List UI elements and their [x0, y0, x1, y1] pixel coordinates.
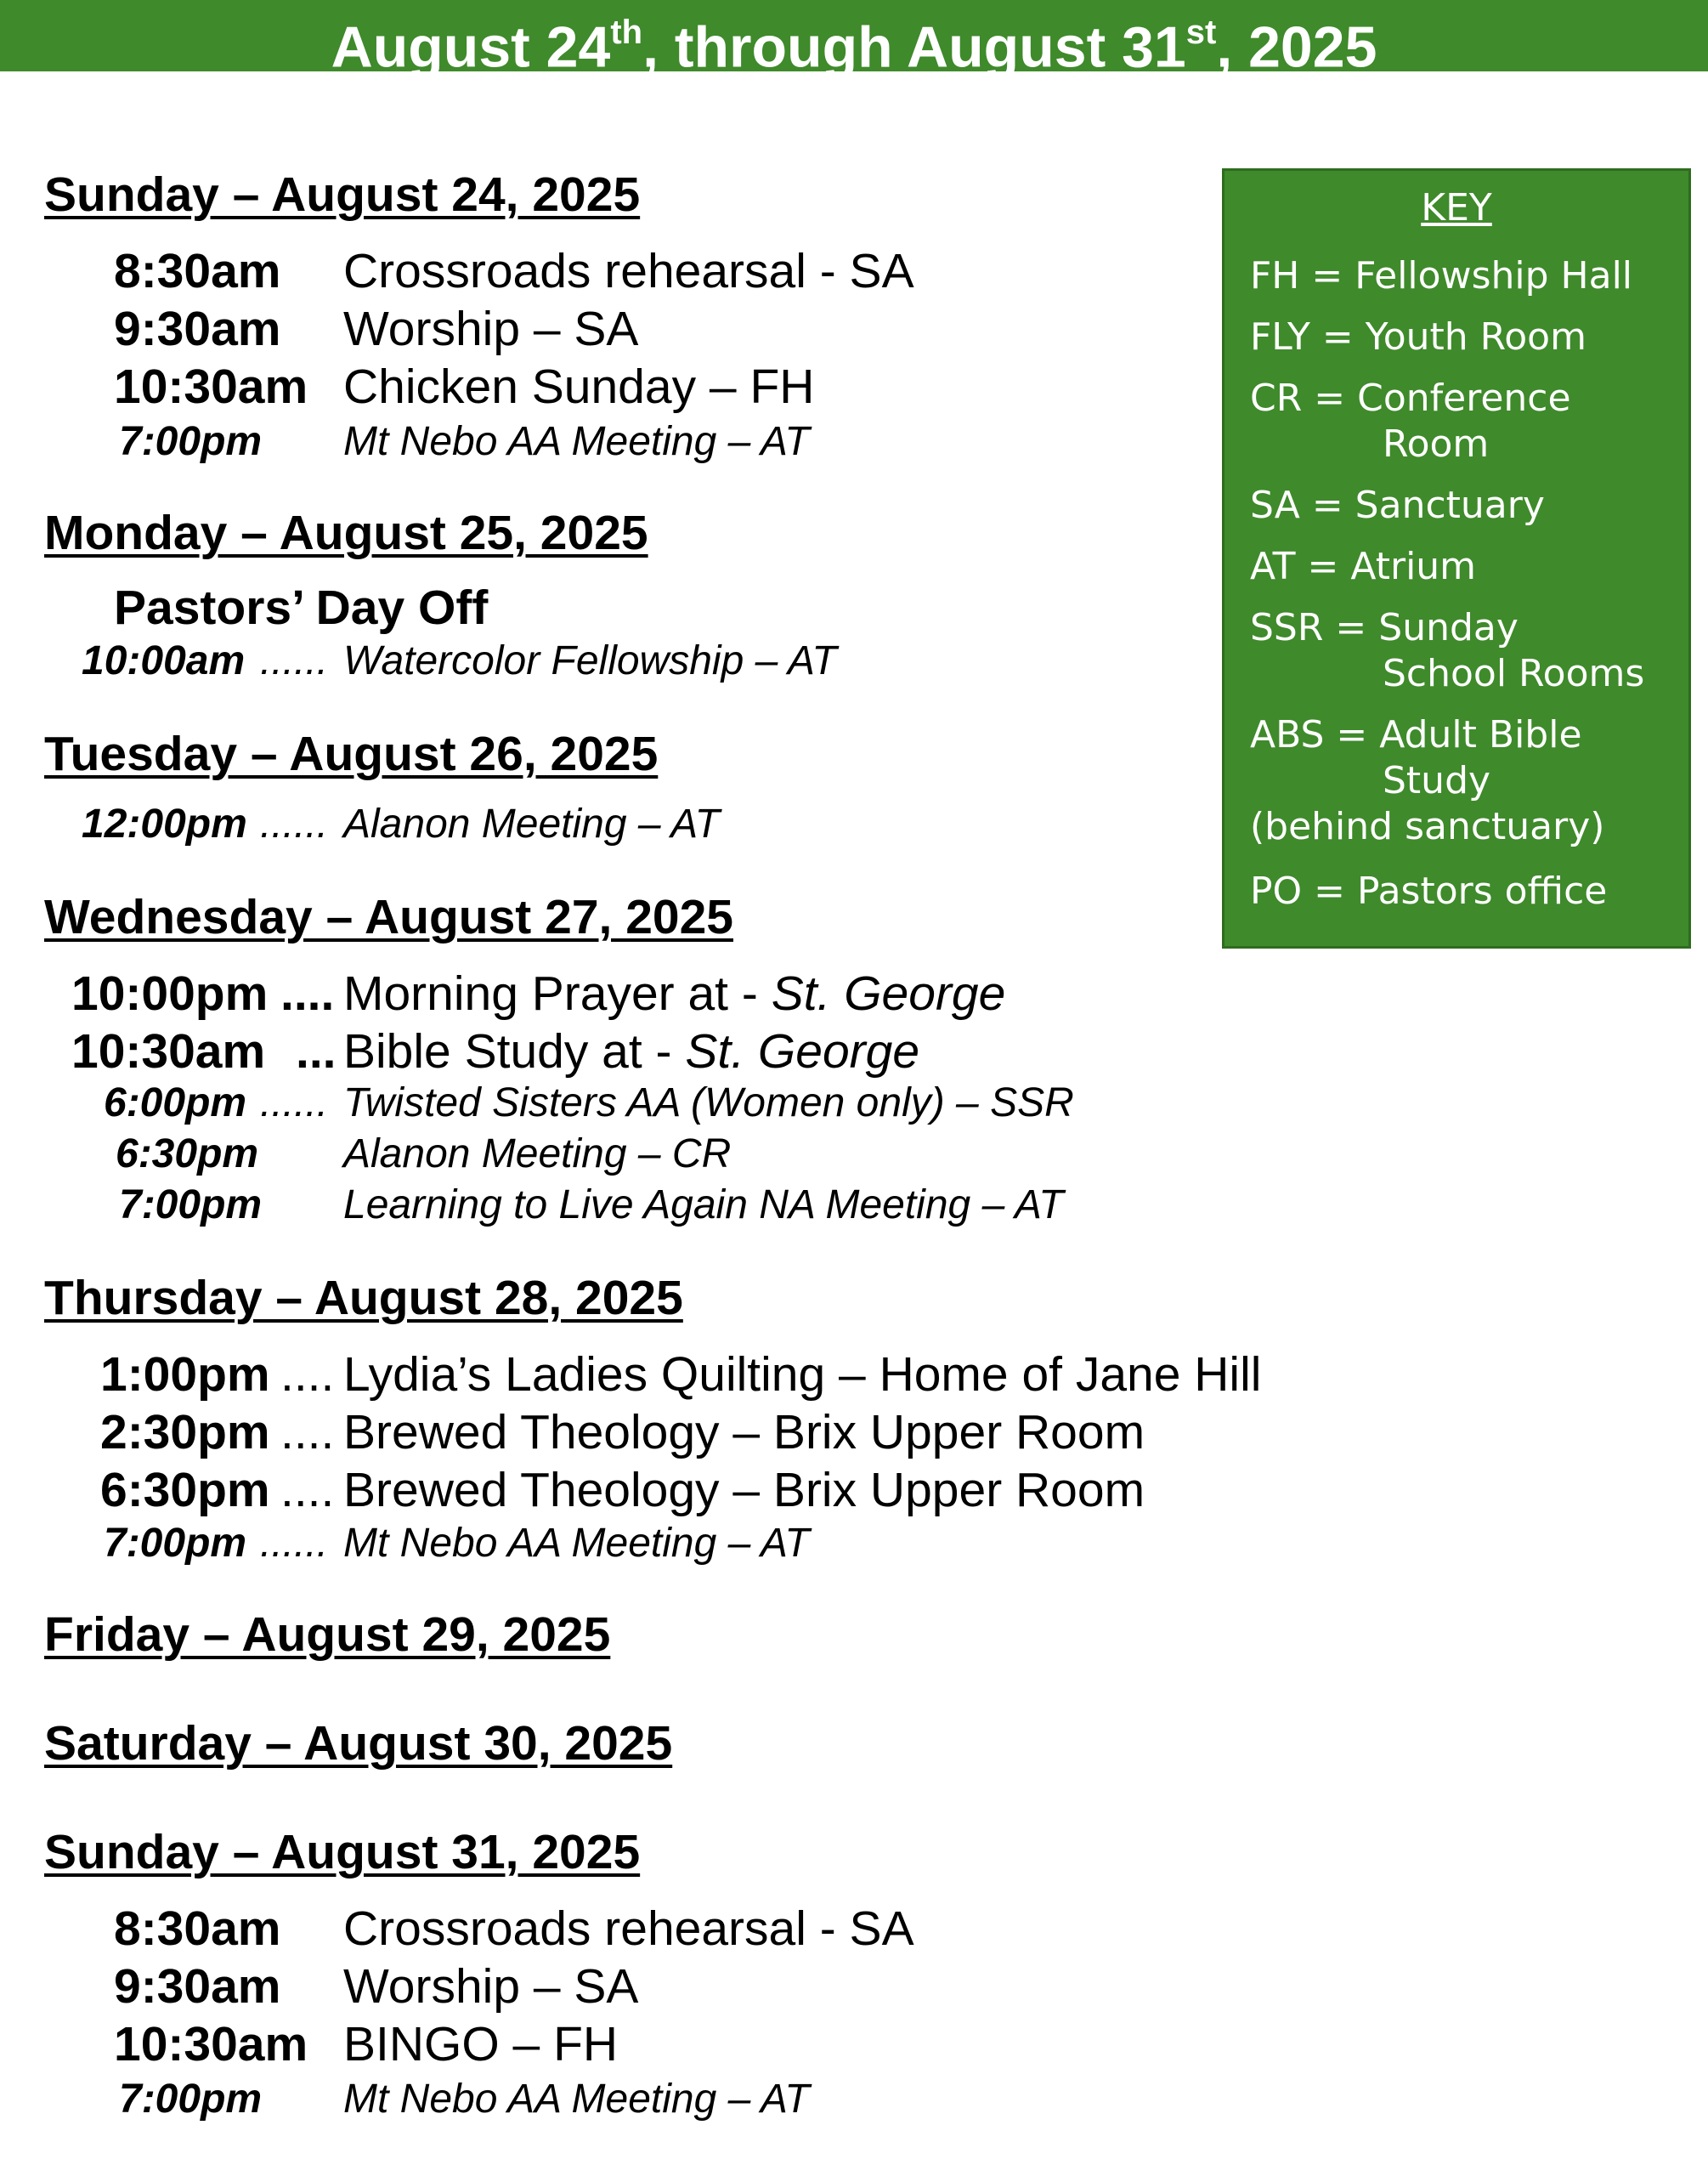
event-time: 9:30am [114, 1959, 281, 2014]
event-description: Brewed Theology – Brix Upper Room [343, 1405, 1145, 1459]
event-time: 9:30am [114, 302, 281, 356]
key-entry-continuation: Study [1383, 759, 1491, 802]
event-time: 1:00pm [100, 1347, 270, 1402]
banner-text-end: , 2025 [1216, 14, 1377, 80]
key-entry: AT = Atrium [1250, 545, 1477, 588]
banner-sup-st: st [1185, 14, 1217, 51]
event-dots: ...... [260, 802, 329, 847]
key-entry: FLY = Youth Room [1250, 315, 1586, 359]
event-dots: ...... [260, 638, 329, 683]
event-description [343, 966, 1005, 1022]
event-dots: .... [280, 1405, 335, 1459]
event-description-text: Bible Study at - [343, 1024, 686, 1079]
banner-text-middle: , through August 31 [642, 14, 1186, 80]
event-description: Alanon Meeting – CR [343, 1131, 732, 1176]
event-time: 7:00pm [104, 1521, 247, 1566]
event-time: 7:00pm [119, 419, 263, 464]
day-heading-monday-25: Monday – August 25, 2025 [44, 506, 648, 560]
event-dots: ... [296, 1024, 337, 1079]
event-description: Alanon Meeting – AT [343, 802, 720, 847]
event-description: Crossroads rehearsal - SA [343, 244, 914, 298]
event-time: 6:30pm [100, 1463, 270, 1517]
event-description: Mt Nebo AA Meeting – AT [343, 1521, 810, 1566]
event-time: 10:30am [114, 2017, 308, 2071]
event-time: 10:00pm [71, 966, 269, 1021]
key-entry: SSR = Sunday [1250, 606, 1519, 649]
page-title-banner [0, 0, 1708, 80]
event-description [343, 1023, 919, 1080]
event-description: Lydia’s Ladies Quilting – Home of Jane Hill [343, 1347, 1262, 1402]
event-description: Chicken Sunday – FH [343, 360, 815, 414]
key-entry-continuation: Room [1383, 422, 1490, 466]
event-description: Mt Nebo AA Meeting – AT [343, 419, 810, 464]
event-time: 2:30pm [100, 1405, 270, 1459]
day-heading-tuesday-26: Tuesday – August 26, 2025 [44, 727, 659, 781]
event-description: Worship – SA [343, 302, 639, 356]
event-dots: ...... [260, 1080, 329, 1125]
event-time: 7:00pm [119, 2077, 263, 2122]
key-entry: SA = Sanctuary [1250, 484, 1545, 527]
event-time: 7:00pm [119, 1182, 263, 1227]
day-heading-friday-29: Friday – August 29, 2025 [44, 1607, 611, 1662]
day-heading-sunday-31: Sunday – August 31, 2025 [44, 1825, 641, 1879]
event-description-text: Morning Prayer at - [343, 966, 772, 1021]
event-description: Brewed Theology – Brix Upper Room [343, 1463, 1145, 1517]
event-description: Learning to Live Again NA Meeting – AT [343, 1182, 1064, 1227]
event-location-italic: St. George [771, 966, 1006, 1021]
event-time: 6:00pm [104, 1080, 247, 1125]
event-description: Watercolor Fellowship – AT [343, 638, 837, 683]
key-entry: ABS = Adult Bible [1250, 713, 1582, 756]
event-time: 10:30am [71, 1024, 266, 1079]
event-dots: .... [280, 1347, 335, 1402]
banner-sup-th: th [610, 14, 643, 51]
key-title: KEY [1421, 186, 1492, 230]
event-description: Worship – SA [343, 1959, 639, 2014]
event-description: BINGO – FH [343, 2017, 619, 2071]
pastors-day-off-note: Pastors’ Day Off [114, 581, 489, 635]
key-entry: CR = Conference [1250, 377, 1571, 420]
event-time: 8:30am [114, 244, 281, 298]
key-entry: PO = Pastors office [1250, 870, 1608, 913]
key-entry: FH = Fellowship Hall [1250, 254, 1633, 298]
key-entry-continuation: (behind sanctuary) [1250, 805, 1605, 848]
event-description: Crossroads rehearsal - SA [343, 1901, 914, 1956]
event-dots: .... [280, 1463, 335, 1517]
event-time: 8:30am [114, 1901, 281, 1956]
day-heading-thursday-28: Thursday – August 28, 2025 [44, 1271, 683, 1325]
key-entry-continuation: School Rooms [1383, 652, 1645, 695]
event-description: Twisted Sisters AA (Women only) – SSR [343, 1080, 1074, 1125]
event-location-italic: St. George [685, 1024, 920, 1079]
event-time: 10:00am [82, 638, 246, 683]
event-time: 10:30am [114, 360, 308, 414]
event-dots: .... [280, 966, 335, 1021]
event-time: 6:30pm [116, 1131, 259, 1176]
event-dots: ...... [260, 1521, 329, 1566]
day-heading-sunday-24: Sunday – August 24, 2025 [44, 167, 641, 222]
event-description: Mt Nebo AA Meeting – AT [343, 2077, 810, 2122]
legend-key-box [1222, 168, 1691, 949]
banner-text-start: August 24 [331, 14, 611, 80]
event-time: 12:00pm [82, 802, 247, 847]
day-heading-saturday-30: Saturday – August 30, 2025 [44, 1716, 673, 1771]
day-heading-wednesday-27: Wednesday – August 27, 2025 [44, 890, 733, 944]
